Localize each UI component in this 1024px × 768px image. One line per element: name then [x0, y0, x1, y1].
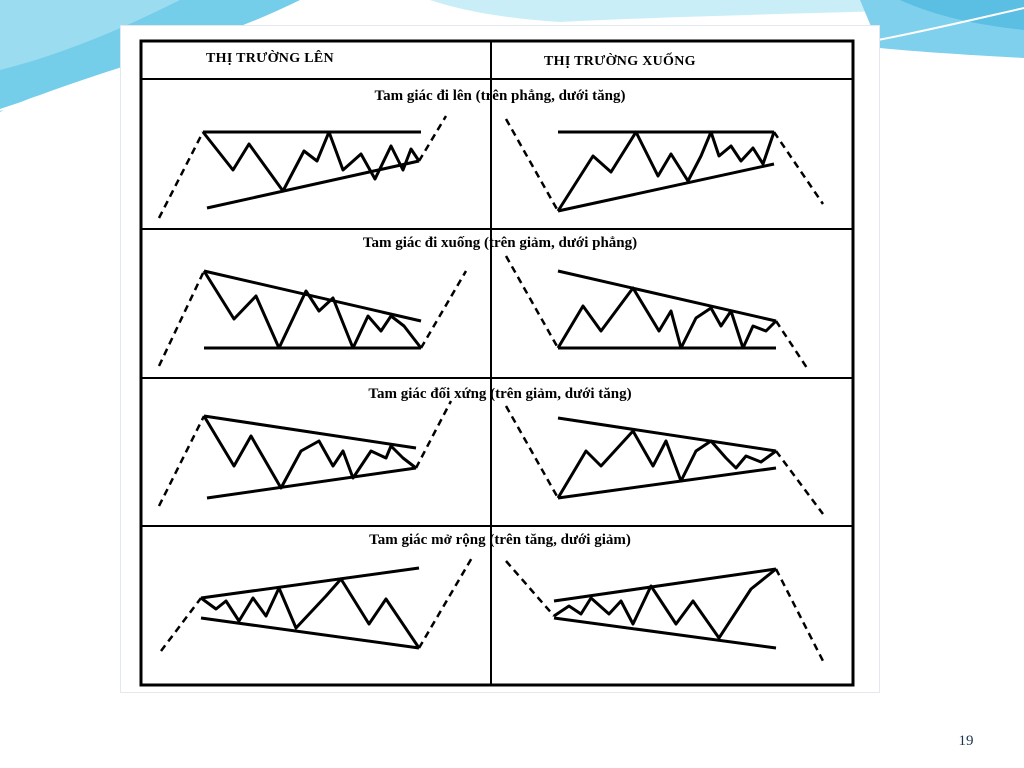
support-line — [207, 161, 419, 208]
symmetrical-triangle-down-market — [506, 406, 823, 514]
support-line — [207, 468, 416, 498]
triangle-patterns-figure — [120, 25, 880, 693]
upper-line — [201, 568, 419, 598]
resistance-line — [558, 271, 776, 321]
dashed-trend-in — [159, 271, 204, 366]
dashed-breakout — [416, 401, 451, 468]
broadening-triangle-down-market — [506, 561, 823, 661]
descending-triangle-up-market — [159, 271, 466, 366]
price-zigzag — [201, 579, 419, 648]
dashed-breakout — [419, 556, 473, 648]
row-title-broadening: Tam giác mở rộng (trên tăng, dưới giảm) — [369, 532, 631, 548]
broadening-triangle-up-market — [161, 556, 473, 651]
header-down-market: THỊ TRƯỜNG XUỐNG — [544, 54, 696, 69]
lower-line — [554, 618, 776, 648]
dashed-trend-in — [506, 256, 558, 348]
pattern-table-drawing — [121, 26, 879, 692]
table-grid — [141, 41, 853, 685]
support-line — [558, 164, 774, 211]
price-zigzag — [204, 416, 416, 488]
upper-line — [554, 569, 776, 601]
table-border — [141, 41, 853, 685]
price-zigzag — [554, 569, 776, 638]
lower-line — [201, 618, 419, 648]
dashed-breakout — [419, 116, 446, 161]
symmetrical-triangle-up-market — [159, 401, 451, 506]
dashed-breakdown — [776, 569, 823, 661]
dashed-trend-in — [161, 598, 201, 651]
dashed-breakdown — [776, 321, 809, 371]
dashed-breakout — [421, 271, 466, 348]
dashed-trend-in — [159, 132, 203, 218]
dashed-breakdown — [774, 132, 823, 204]
ascending-triangle-up-market — [159, 116, 446, 218]
dashed-trend-in — [159, 416, 204, 506]
row-title-ascending: Tam giác đi lên (trên phẳng, dưới tăng) — [374, 88, 626, 104]
support-line — [558, 468, 776, 498]
dashed-trend-in — [506, 406, 558, 498]
header-up-market: THỊ TRƯỜNG LÊN — [206, 51, 334, 66]
price-zigzag — [203, 132, 419, 191]
row-title-descending: Tam giác đi xuống (trên giảm, dưới phẳng) — [362, 235, 638, 251]
price-zigzag — [558, 431, 776, 498]
descending-triangle-down-market — [506, 256, 809, 371]
dashed-trend-in — [506, 119, 558, 211]
resistance-line — [204, 416, 416, 448]
ascending-triangle-down-market — [506, 119, 823, 211]
page-number: 19 — [958, 733, 974, 749]
dashed-trend-in — [506, 561, 554, 616]
resistance-line — [204, 271, 421, 321]
row-title-symmetrical: Tam giác đối xứng (trên giảm, dưới tăng) — [368, 386, 632, 402]
dashed-breakdown — [776, 451, 823, 514]
price-zigzag — [204, 271, 421, 348]
